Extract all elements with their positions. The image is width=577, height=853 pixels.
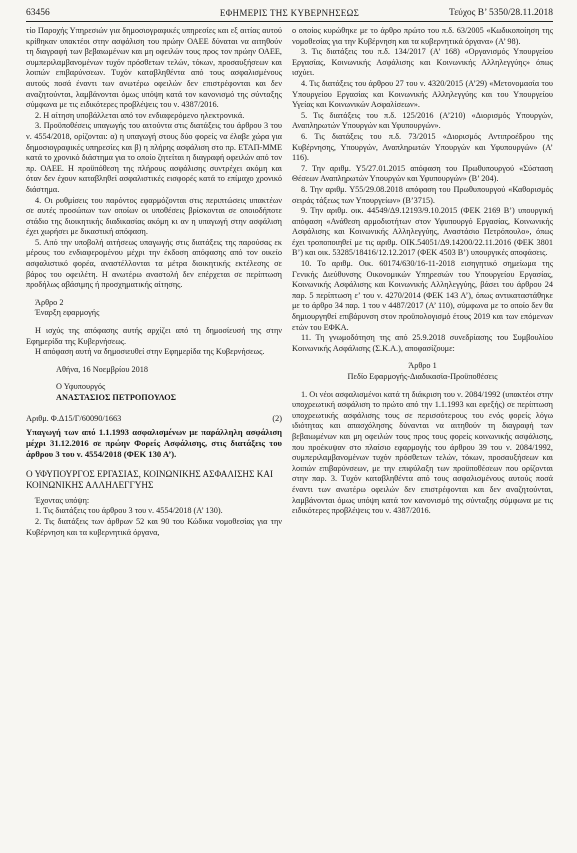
recital: 9. Την αριθμ. οικ. 44549/Δ9.12193/9.10.2015 (ΦΕΚ 2169 Β’) υπουργική απόφαση «Ανάθεση αρμοδιοτήτων στον Υφυπουργό Εργασίας, Κοινωνικής Ασφάλισης και Κοινωνικής Αλληλεγγύης, Αναστάσιο Πετρόπουλο», όπως έχει τροποποιηθεί με τις αριθμ. ΟΙΚ.54051/Δ9.14200/22.11.2016 (ΦΕΚ 3801 Β’) και οικ. 53285/18416/12.12.2017 (ΦΕΚ 4503 Β’) υπουργικές αποφάσεις. <box>292 206 553 258</box>
recital: 1. Τις διατάξεις του άρθρου 3 του ν. 4554/2018 (Α’ 130). <box>35 506 223 516</box>
article-1-title: Άρθρο 1 <box>408 361 437 371</box>
paragraph: 1. Οι νέοι ασφαλισμένοι κατά τη διάκριση του ν. 2084/1992 (υπακτέοι στην υποχρεωτική ασφάλιση το πρώτο από την 1.1.1993 και εφεξής) σε περίπτωση υποχρεωτικής ασφάλισης τους σε περισσότερους του ενός φορείς λόγω ιδιότητας και απασχόλησης δύνανται να αιτηθούν τη διαγραφή των βεβαιωμένων και μη οφειλών τους προς τους φορείς κοινωνικής ασφάλισης, που προέκυψαν στο πλαίσιο εφαρμογής του άρθρου 39 του ν. 2084/1992, συμπεριλαμβανομένων τυχόν πρόσθετων τελών, τόκων, προσαυξήσεων και λοιπών επιβαρύνσεων, με την επιφύλαξη των προϋποθέσεων που ορίζονται στην παρ. 3. Τυχόν καταβληθέντα από τους ασφαλισμένους αυτούς ποσά έναντι των ανωτέρω οφειλών δεν επιστρέφονται και δεν αναζητούνται, λαμβάνονται όμως υπόψη κατά τον κανονισμό της σύνταξης σύμφωνα με τις ειδικότερες προβλέψεις του ν. 4387/2016. <box>292 389 553 516</box>
paragraph: Η απόφαση αυτή να δημοσιευθεί στην Εφημερίδα της Κυβερνήσεως. <box>35 347 265 357</box>
paragraph: 5. Από την υποβολή αιτήσεως υπαγωγής στις διατάξεις της παρούσας εκ μέρους του ενδιαφερομένου μέχρι την έκδοση απόφασης από τον οικείο ασφαλιστικό φορέα, αναστέλλονται τα μέτρα διοικητικής εκτέλεσης σε βάρος του οφειλέτη. Η ανωτέρω αναστολή δεν επέρχεται σε περίπτωση προδήλως αβάσιμης ή προσχηματικής αίτησης. <box>26 237 282 290</box>
article-2-title: Άρθρο 2 <box>35 297 64 307</box>
recital: 8. Την αριθμ. Υ55/29.08.2018 απόφαση του Πρωθυπουργού «Καθορισμός σειράς τάξεως των Υπουργείων» (Β’3715). <box>292 184 553 205</box>
issue-reference: Τεύχος Β’ 5350/28.11.2018 <box>449 8 553 18</box>
issuing-minister: Ο ΥΦΥΠΟΥΡΓΟΣ ΕΡΓΑΣΙΑΣ, ΚΟΙΝΩΝΙΚΗΣ ΑΣΦΑΛΙΣΗΣ ΚΑΙ ΚΟΙΝΩΝΙΚΗΣ ΑΛΛΗΛΕΓΓΥΗΣ <box>26 468 274 491</box>
decision-title: Υπαγωγή των από 1.1.1993 ασφαλισμένων με παράλληλη ασφάλιση μέχρι 31.12.2016 σε πρώην Φορείς Ασφάλισης, στις διατάξεις του άρθρου 3 του ν. 4554/2018 (ΦΕΚ 130 Α’). <box>26 427 282 459</box>
recital: 7. Την αριθμ. Υ5/27.01.2015 απόφαση του Πρωθυπουργού «Σύσταση Θέσεων Αναπληρωτών Υπουργών και Υφυπουργών» (Β’ 204). <box>292 163 553 184</box>
recital: 2. Τις διατάξεις των άρθρων 52 και 90 του Κώδικα νομοθεσίας για την Κυβέρνηση και τα κυβερνητικά όργανα, <box>26 516 282 537</box>
left-column <box>26 26 282 846</box>
decision-reference <box>26 414 282 425</box>
recital: 6. Τις διατάξεις του π.δ. 73/2015 «Διορισμός Αντιπροέδρου της Κυβέρνησης, Υπουργών, Αναπληρωτών Υπουργών και Υφυπουργών» (Α’ 116). <box>292 131 553 163</box>
signer-role: Ο Υφυπουργός <box>56 382 106 392</box>
recital: 3. Τις διατάξεις του π.δ. 134/2017 (Α’ 168) «Οργανισμός Υπουργείου Εργασίας, Κοινωνικής Ασφάλισης και Κοινωνικής Αλληλεγγύης» όπως ισχύει. <box>292 47 553 78</box>
header-rule <box>26 21 553 22</box>
article-1-subtitle: Πεδίο Εφαρμογής-Διαδικασία-Προϋποθέσεις <box>347 372 498 381</box>
place-date: Αθήνα, 16 Νοεμβρίου 2018 <box>56 364 148 374</box>
paragraph: τίο Παροχής Υπηρεσιών για δημοσιογραφικές υπηρεσίες και εξ αιτίας αυτού κρίθηκαν υπακτέοι στην ασφάλιση του πρώην ΟΑΕΕ δύναται να αιτηθούν τη διαγραφή των βεβαιωμένων και μη οφειλών τους προς τον πρώην ΟΑΕΕ, συμπεριλαμβανομένων τυχόν πρόσθετων τελών, τόκων, προσαυξήσεων και λοιπών επιβαρύνσεων. Τυχόν καταβληθέντα από τους ασφαλισμένους αυτούς ποσά έναντι των ανωτέρω οφειλών δεν επιστρέφονται και δεν αναζητούνται, λαμβάνονται όμως υπόψη κατά τον κανονισμό της σύνταξης σύμφωνα με τις ειδικότερες προβλέψεις του ν. 4387/2016. <box>26 26 282 110</box>
right-column <box>292 26 553 846</box>
page-number: 63456 <box>26 8 50 18</box>
recital: 10. Το αριθμ. Οικ. 60174/630/16-11-2018 εισηγητικό σημείωμα της Γενικής Διεύθυνσης Οικονομικών Υπηρεσιών του Υπουργείου Εργασίας, Κοινωνικής Ασφάλισης και Κοινωνικής Αλληλεγγύης, βάσει του άρθρου 24 παρ. 5 περίπτωση ε’ του ν. 4270/2014 (ΦΕΚ 143 Α’), όπως αντικαταστάθηκε με το άρθρο 34 παρ. 1 του ν 4487/2017 (Α’ 110), σύμφωνα με το οποίο δεν θα δημιουργηθεί επιβάρυνση στον προϋπολογισμό έτους 2019 και των επόμενων ετών του ΕΦΚΑ. <box>292 259 553 332</box>
recital: 11. Τη γνωμοδότηση της από 25.9.2018 συνεδρίασης του Συμβουλίου Κοινωνικής Ασφάλισης (Σ.Κ.Α.), αποφασίζουμε: <box>292 333 553 353</box>
article-2-subtitle: Έναρξη εφαρμογής <box>35 308 100 318</box>
page-header <box>26 6 553 20</box>
journal-title: ΕΦΗΜΕΡΙΣ ΤΗΣ ΚΥΒΕΡΝΗΣΕΩΣ <box>219 8 360 18</box>
recital: 5. Τις διατάξεις του π.δ. 125/2016 (Α’210) «Διορισμός Υπουργών, Αναπληρωτών Υπουργών και Υφυπουργών». <box>292 110 553 131</box>
reference-number: Αριθμ. Φ.Δ15/Γ/60090/1663 <box>26 413 122 423</box>
paragraph: 4. Οι ρυθμίσεις του παρόντος εφαρμόζονται στις περιπτώσεις υπακτέων σε αυτές προσώπων των οποίων οι υποθέσεις βρίσκονται σε οποιοδήποτε στάδιο της διοικητικής διαδικασίας ακόμη κι αν η υπαγωγή στην ασφάλιση έχει χωρήσει με δικαστική απόφαση. <box>26 195 282 237</box>
reference-sequence: (2) <box>272 413 282 423</box>
paragraph: Η ισχύς της απόφασης αυτής αρχίζει από τη δημοσίευσή της στην Εφημερίδα της Κυβερνήσεως. <box>26 326 282 346</box>
paragraph: 3. Προϋποθέσεις υπαγωγής του αιτούντα στις διατάξεις του άρθρου 3 του ν. 4554/2018, ορίζονται: α) η υπαγωγή στους δύο φορείς να έλαβε χώρα για δημοσιογραφικές υπηρεσίες και β) η πλήρης ασφάλιση στο πρ. ΕΤΑΠ-ΜΜΕ κατά το χρονικό διάστημα για το οποίο ζητείται η διαγραφή οφειλών από τον πρ. ΟΑΕΕ. Η προϋπόθεση της πλήρους ασφάλισης συντρέχει ακόμη και όταν δεν έχουν καταβληθεί ασφαλιστικές εισφορές κατά το επίμαχο χρονικό διάστημα. <box>26 121 282 194</box>
paragraph: ο οποίος κυρώθηκε με το άρθρο πρώτο του π.δ. 63/2005 «Κωδικοποίηση της νομοθεσίας για την Κυβέρνηση και τα κυβερνητικά όργανα» (Α’ 98). <box>292 26 553 46</box>
recital: 4. Τις διατάξεις του άρθρου 27 του ν. 4320/2015 (Α’29) «Μετονομασία του Υπουργείου Εργασίας και Κοινωνικής Αλληλεγγύης και του Υπουργείου Υγείας και Κοινωνικών Ασφαλίσεων». <box>292 78 553 110</box>
paragraph: 2. Η αίτηση υποβάλλεται από τον ενδιαφερόμενο ηλεκτρονικά. <box>35 110 245 120</box>
having-regard: Έχοντας υπόψη: <box>35 495 90 505</box>
signer-name: ΑΝΑΣΤΑΣΙΟΣ ΠΕΤΡΟΠΟΥΛΟΣ <box>56 393 177 402</box>
